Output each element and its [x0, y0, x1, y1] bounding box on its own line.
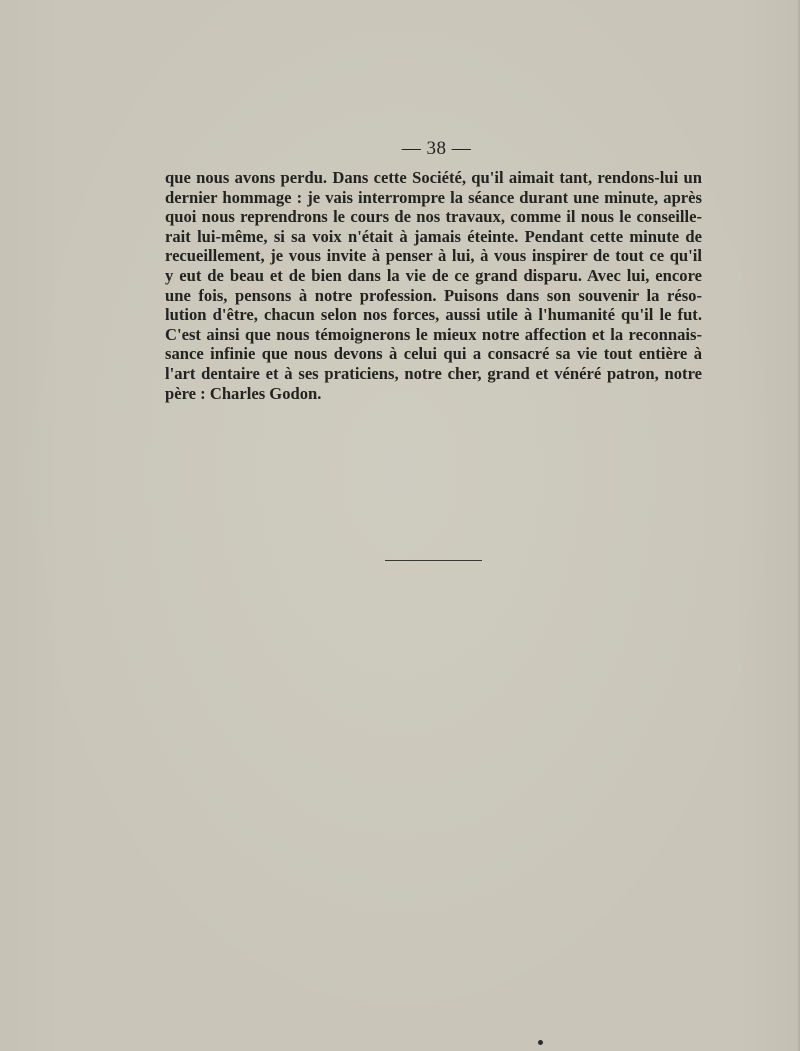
- page-number: — 38 —: [401, 138, 472, 159]
- text-line: C'est ainsi que nous témoignerons le mieux notre affection et la reconnais-: [165, 324, 702, 344]
- text-line: dernier hommage : je vais interrompre la séance durant une minute, après: [165, 187, 702, 207]
- text-line: lution d'être, chacun selon nos forces, aussi utile à l'humanité qu'il le fut.: [165, 305, 702, 325]
- text-line: quoi nous reprendrons le cours de nos travaux, comme il nous le conseille-: [165, 207, 702, 227]
- text-line: l'art dentaire et à ses praticiens, notre cher, grand et vénéré patron, notre: [165, 363, 702, 383]
- text-line: père : Charles Godon.: [165, 383, 322, 403]
- text-line: rait lui-même, si sa voix n'était à jamais éteinte. Pendant cette minute de: [165, 226, 702, 246]
- text-line: que nous avons perdu. Dans cette Société, qu'il aimait tant, rendons-lui un: [165, 168, 702, 187]
- text-line: recueillement, je vous invite à penser à lui, à vous inspirer de tout ce qu'il: [165, 246, 702, 266]
- section-divider-rule: [385, 560, 482, 561]
- ink-speck: [538, 1040, 543, 1045]
- body-paragraph: [165, 168, 702, 403]
- text-line: une fois, pensons à notre profession. Puisons dans son souvenir la réso-: [165, 285, 702, 305]
- text-line: y eut de beau et de bien dans la vie de ce grand disparu. Avec lui, encore: [165, 265, 702, 285]
- text-line: sance infinie que nous devons à celui qui a consacré sa vie tout entière à: [165, 344, 702, 364]
